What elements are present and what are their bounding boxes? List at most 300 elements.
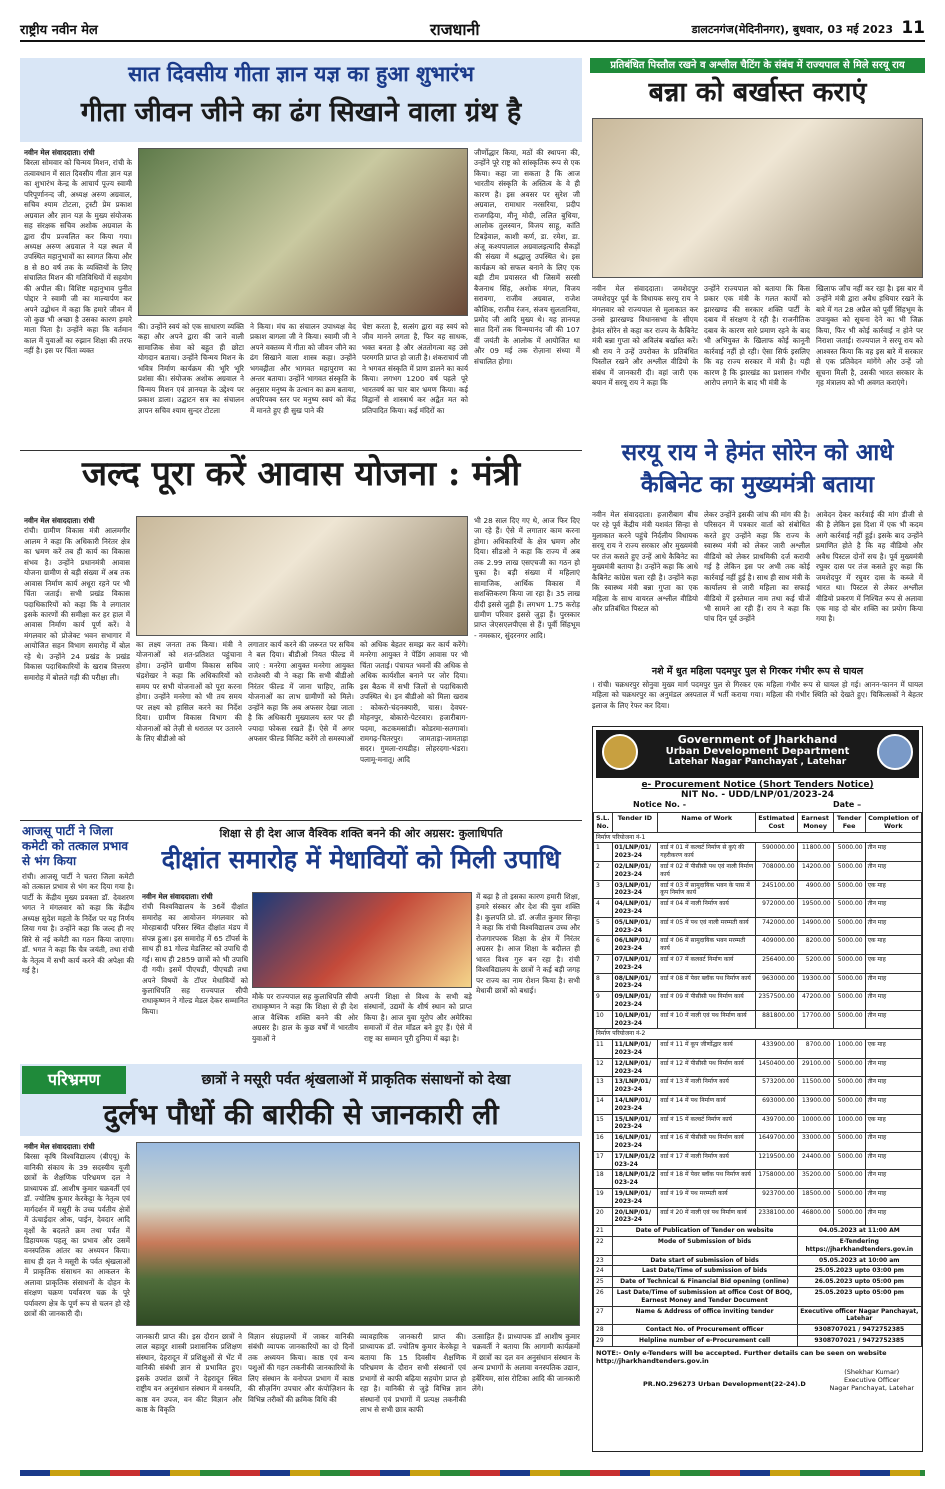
tender-office: Latehar Nagar Panchayat , Latehar [668,757,847,767]
tender-cell: 5000.00 [833,1058,865,1077]
tender-cell: 245100.00 [756,880,797,899]
ajsu-headline: आजसू पार्टी ने जिला कमेटी को तत्काल प्रभाव से भंग किया [22,824,128,868]
awas-headline: जल्द पूरा करें आवास योजना : मंत्री [81,454,521,494]
tender-cell: वार्ड नं 03 में सामुदायिक भवन के पास में कूप निर्माण कार्य [658,880,756,899]
tender-cell: वार्ड नं 18 में पेवर ब्लॉक पथ निर्माण कार्य [658,1170,756,1189]
gita-headline: गीता जीवन जीने का ढंग सिखाने वाला ग्रंथ है [80,97,522,128]
tender-info-value: E-Tendering https://jharkhandtenders.gov.in [797,1236,921,1255]
tender-cell: 5000.00 [833,1170,865,1189]
tender-row [594,1133,922,1152]
tender-cell: 47200.00 [797,992,833,1011]
tender-cell: 2 [594,862,613,881]
tender-cell: 18500.00 [797,1188,833,1207]
tender-cell: 19300.00 [797,973,833,992]
tender-cell: 04/LNP/01/ 2023-24 [612,899,658,918]
tender-cell: वार्ड नं 10 में नाली एवं पथ निर्माण कार्य [658,1010,756,1029]
tender-cell: 693000.00 [756,1095,797,1114]
tender-table [593,812,922,1347]
tender-cell: 10/LNP/01/ 2023-24 [612,1010,658,1029]
tender-cell: तीन माह [865,1133,921,1152]
gita-column-4 [362,322,468,446]
tender-cell: तीन माह [865,1010,921,1029]
tender-cell: 5200.00 [797,955,833,974]
tender-cell: 02/LNP/01/ 2023-24 [612,862,658,881]
tender-cell: तीन माह [865,1095,921,1114]
tender-cell: 5000.00 [833,1010,865,1029]
tender-cell: 13900.00 [797,1095,833,1114]
tender-cell: 5 [594,917,613,936]
tender-col-header: Earnest Money [797,813,833,833]
tender-cell: 17700.00 [797,1010,833,1029]
tender-info-value: 26.05.2023 upto 05:00 pm [797,1277,921,1288]
tender-cell: 256400.00 [756,955,797,974]
awas-column-4 [360,640,468,816]
gita-col5-text: जीर्णोद्धार किया, मठों की स्थापना की, उन्होंने पूरे राष्ट्र को सांस्कृतिक रूप से एक किया। कहा जा सकता है कि आज भारतीय संस्कृति के अस्तित्व के वे ही कारण है। इस अवसर पर सुरेश जी अग्रवाल, रामाधार नरसरिया, प्रदीप राजगढ़िया, मीनू मोदी, ललित बुधिया, आलोक तुलस्यान, विजय साहू, कांति टिबड़ेवाल, काशी कर्ण, डा. रमेश, डा. अंजू कश्यपालाल अग्रवालइत्यादि सैकड़ों की संख्या में श्रद्धालु उपस्थित थे। इस कार्यक्रम को सफल बनाने के लिए एक बड़ी टीम प्रयासरत थी जिसमें सरसी बैजनाथ सिंह, अशोक मंगल, विजय सरावगा, राजीव अग्रवाल, राजेश कौशिक, राजीव रंजन, संजय सुलतानिया, प्रमोद जी आदि मुख्य थे। यह ज्ञानयज्ञ सात दिनों तक चिन्मयानंद जी की 107 वीं जयंती के आलोक में आयोजित था और 09 मई तक रोज़ाना संध्या में संचालित होगा। [474,148,580,366]
tender-cell: 5000.00 [833,1151,865,1170]
diksha-col1-text: रांची विश्वविद्यालय के 36वें दीक्षांत समारोह का आयोजन मंगलवार को मोरहाबादी परिसर स्थित दीक्षांत मंडप में संपन्न हुआ। इस समारोह में 65 टॉपर्स के साथ ही 81 गोल्ड मेडलिस्ट को उपाधि दी गई। साथ ही 2859 छात्रों को भी उपाधि दी गयी। इसमें पीएचडी, पीएचडी तथा अपने विषयों के टॉपर मेधावियों को कुलाधिपति सह राज्यपाल सीपी राधाकृष्णन ने गोल्ड मेडल देकर सम्मानित किया। [142,902,248,1016]
tender-cell: एक माह [865,1114,921,1133]
tender-cell: वार्ड नं 07 में कलवर्ट निर्माण कार्य [658,955,756,974]
masuri-kicker: छात्रों ने मसूरी पर्वत श्रृंखलाओं में प्राकृतिक संसाधनों को देखा [201,1072,511,1088]
tender-info-no: 26 [594,1287,613,1306]
tender-info-row [594,1226,922,1237]
tender-col-header: Estimated Cost [756,813,797,833]
masuri-column-4 [360,1332,466,1454]
awas-photo [136,516,468,636]
tender-cell: 1649700.00 [756,1133,797,1152]
tender-title: e- Procurement Notice (Short Tenders Notice) [641,780,874,790]
tender-cell: 6 [594,936,613,955]
tender-cell: 1 [594,843,613,862]
tender-info-row [594,1236,922,1255]
banna-ribbon: प्रतिबंधित पिस्तौल रखने व अश्लील चैटिंग के संबंध में राज्यपाल से मिले सरयू राय [590,58,925,73]
tender-cell: वार्ड नं 06 में सामुदायिक भवन मरम्मती कार्य [658,936,756,955]
banna-col1-text: नवीन मेल संवाददाता। जमशेदपुर जमशेदपुर पूर्व के विधायक सरयू राय ने मंगलवार को राज्यपाल से मुलाकात कर उनसे झारखण्ड विधानसभा के सीएम हेमंत सोरेन से कहा कर राज्य के कैबिनेट मंत्री बन्ना गुप्ता को अविलंब बर्खास्त करें। श्री राय ने उन्हें उपरोक्त के प्रतिबंधित पिस्तौल रखने और अश्लील वीडियो के संबंध में जानकारी दी। वहां जारी एक बयान में सरयू राय ने कहा कि [592,284,698,387]
tender-cell: वार्ड नं 09 में पीसीसी पथ निर्माण कार्य [658,992,756,1011]
masuri-column-1 [24,1142,130,1454]
awas-col5-text: भी 28 साल दिए गए थे, आज फिर दिए जा रहे हैं। ऐसे में लगातार काम करना होगा। अधिकारियों के क्षेत्र भ्रमण और दिया। सीडओ ने कहा कि राज्य में अब तक 2.99 लाख एसएचजी का गठन हो चुका है। बड़ी संख्या में महिलाएं सामाजिक, आर्थिक विकास में सशक्तिकरण किया जा रहा है। 35 लाख दीदी इससे जुड़ी हैं। लगभग 1.75 करोड़ ग्रामीण परिवार इससे जुड़ा हैं। पुरस्कार प्राप्त जेएसएलपीएस से हैं। पूर्वी सिंहभूम - नमस्कार, सुंदरनगर आदि। [474,516,580,640]
tender-info-row [594,1266,922,1277]
diksha-col3-text: अपनी शिक्षा से विश्व के सभी बड़े संस्थानों, उद्यमों के शीर्ष स्थान को प्राप्त किया है। आज युवा यूरोप और अमेरिका समाजों में रोल मॉडल बने हुए हैं। ऐसे में राष्ट्र का सम्मान पूरी दुनिया में बढ़ा है। [364,992,472,1043]
tender-cell: 5000.00 [833,992,865,1011]
banna-col3-text: खिलाफ जाँच नहीं कर रहा है। इस बार में उन्होंने मंत्री द्वारा अवैध हथियार रखने के बारे में गत 28 अप्रैल को पूर्वी सिंहभूम के उपायुक्त को सूचना देने का भी जिक्र किया, फिर भी कोई कार्रवाई न होने पर निराशा जताई। राज्यपाल ने सरयू राय को आश्वस्त किया कि वह इस बारे में सरकार से एक प्रतिवेदन मांगेंगे और उन्हें जो सूचना मिली है, उसकी भारत सरकार के गृह मंत्रालय को भी अवगत कराएंगे। [816,284,923,387]
awas-column-3 [248,640,354,816]
tender-info-no: 29 [594,1335,613,1346]
tender-cell: 7 [594,955,613,974]
gita-byline: नवीन मेल संवाददाता। रांची [24,148,95,157]
tender-cell: 5000.00 [833,862,865,881]
tender-cell: 15/LNP/01/ 2023-24 [612,1114,658,1133]
masuri-col2-text: जानकारी प्राप्त की। इस दौरान छात्रों ने लाल बहादुर शास्त्री प्रशासनिक प्रशिक्षण संस्थान, देहरादून में प्रशिक्षुओं से भेंट में वानिकी संबंधी ज्ञान से प्रभावित हुए। इसके उपरांत छात्रों ने देहरादून स्थित राष्ट्रीय वन अनुसंधान संस्थान में वनस्पति, काष्ठ वन उपज, वन कीट विज्ञान और काष्ठ के विकृति [136,1332,242,1415]
tender-info-label: Date of Technical & Financial Bid opening (online) [612,1277,797,1288]
diksha-column-3 [364,992,472,1060]
tender-cell: 11 [594,1040,613,1059]
masuri-col1-text: बिरसा कृषि विश्वविद्यालय (बीएयू) के वानिकी संकाय के 39 सदस्यीय यूजी छात्रों के शैक्षणिक परिभ्रमण दल ने प्राध्यापक डॉ. आशीष कुमार चक्रवर्ती एवं डॉ. ज्योतिष कुमार केरकेट्टा के नेतृत्व एवं मार्गदर्शन में मसूरी के उच्च पर्वतीय क्षेत्रों में ऊंचाईदार ओक, पाईन, देवदार आदि वृक्षों के बदलते क्रम तथा पर्वत में डिहायमक पहलू का प्रभाव और उसमें वनस्पतिक आंतर का अध्ययन किया। साथ ही दल ने मसूरी के पर्वत श्रृंखलाओं में प्राकृतिक संसाधन का आकलन के अलावा प्राकृतिक संसाधनों के दोहन के संरक्षण चक्रण पर्यावरण चक्र के पूरे पर्यावरण क्षेत्र के पूर्ण रूप से चलन हो रहे छात्रों की जानकारी दी। [24,1152,130,1318]
diksha-column-2 [252,992,358,1060]
gita-col3-text: ने किया। मंच का संचालन उपाध्यक्ष वेद प्रकाश बागला जी ने किया। स्वामी जी ने अपने वक्तव्य में गीता को जीवन जीने का ढंग सिखाने वाला शास्त्र कहा। उन्होंने भगवद्गीता और भागवत महापुराण का अन्तर बताया। उन्होंने भागवत संस्कृति के अनुसार मनुष्य के उत्थान का क्रम बताया, अपरिपक्व स्तर पर मनुष्य स्वयं को केंद्र में मानते हुए ही सुख पाने की [250,322,356,415]
saryu-col3-text: आवेदन देकर कार्रवाई की मांग डीजी से की है लेकिन इस दिशा में एक भी कदम आगे कार्रवाई नहीं हुई। इसके बाद उन्होंने प्रमाणित होते है कि वह वीडियो और अवैध पिस्टल दोनों सच है। पूर्व मुख्यमंत्री रघुवर दास पर तंज कसते हुए कहा कि जमशेदपुर में रघुवर दास के कब्जे में भारत था। पिस्टल से लेकर अश्लील वीडियो प्रकरण में निश्चित रूप से अलावा एक माह दो बोर शक्ति का प्रयोग किया गया है। [816,510,923,624]
saryu-col1-text: नवीन मेल संवाददाता। हजारीबाग बीच पर रहे पूर्व केंद्रीय मंत्री यशवंत सिन्हा से मुलाकात करने पहुंचे निर्दलीय विधायक सरयू राय ने राज्य सरकार और मुख्यमंत्री पर तंज कसते हुए उन्हें आधे कैबिनेट का मुख्यमंत्री बताया है। उन्होंने कहा कि आधे कैबिनेट कांग्रेस चला रही है। उन्होंने कहा कि स्वास्थ्य मंत्री बन्ना गुप्ता का एक महिला के साथ वायरल अश्लील वीडियो और प्रतिबंधित पिस्टल को [592,510,698,613]
tender-row [594,973,922,992]
tender-row [594,1077,922,1096]
tender-row [594,843,922,862]
tender-cell: 14900.00 [797,917,833,936]
gita-col4-text: चेष्टा करता है, सत्संग द्वारा वह स्वयं को जीव मानने लगता है, फिर वह साधक, भक्त बनता है और अंततोगत्वा वह उसे परमगति प्राप्त हो जाती है। शंकराचार्य जी ने भगवत संस्कृति में प्राण डालने का कार्य किया। लगभग 1200 वर्ष पहले पूरे भारतवर्ष का चार बार भ्रमण किया। कई विद्वानों से शास्त्रार्थ कर अद्वैत मत को प्रतिपादित किया। कई मंदिरों का [362,322,468,415]
tender-col-header: Completion of Work [865,813,921,833]
nagar-panchayat-logo-icon [877,734,913,770]
tender-cell: 5000.00 [833,973,865,992]
masuri-column-3 [248,1332,354,1454]
tender-row [594,1188,922,1207]
diksha-kicker: शिक्षा से ही देश आज वैश्विक शक्ति बनने की ओर अग्रसर: कुलाधिपति [219,827,503,840]
tender-notice-date-row [593,800,922,812]
tender-notice-no: Notice No. - [633,800,687,809]
masuri-col5-text: उत्साहित हैं। प्राध्यापक डॉ आशीष कुमार चक्रवर्ती ने बताया कि आगामी कार्यक्रमों में छात्रों का दल वन अनुसंधान संस्थान के अन्य प्रभागों के अलावा वनस्पतिक उद्यान, हर्बेरियम, सांस रोटिका आदि की जानकारी लेंगे। [472,1332,580,1394]
diksha-photo [252,892,472,988]
tender-cell: 4 [594,899,613,918]
tender-cell: 13 [594,1077,613,1096]
tender-cell: वार्ड नं 01 में कल्वर्ट निर्माण से कुएं की गहरीकरण कार्य [658,843,756,862]
tender-cell: 01/LNP/01/ 2023-24 [612,843,658,862]
tender-cell: 11800.00 [797,843,833,862]
tender-info-row [594,1335,922,1346]
tender-cell: 14 [594,1095,613,1114]
banna-column-3 [816,284,923,434]
gita-column-2 [138,322,244,446]
tender-sign-title2: Nagar Panchayat, Latehar [829,1383,914,1392]
tender-cell: 5000.00 [833,1077,865,1096]
saryu-headline-2: कैबिनेट का मुख्यमंत्री बताया [640,471,875,498]
tender-row [594,899,922,918]
section-title: राजधानी [430,20,480,39]
tender-row [594,862,922,881]
gita-photo [138,148,468,316]
awas-column-5 [474,516,580,816]
tender-cell: तीन माह [865,1058,921,1077]
awas-col4-text: को अधिक बेहतर समझ कर कार्य करेंगे। मनरेगा आयुक्त ने पेंडिंग आवास पर भी चिंता जताई। पंचायत भवनों की अधिक से अधिक कार्यशील बनाने पर जोर दिया। इस बैठक में सभी जिलों से पदाधिकारी उपस्थित थे। इन बीडीओ को मिला खराब : कोकरो-चंदनक्यारी, चास। देवघर-मोहनपुर, बोकारो-पेटरवार। हजारीबाग-पदमा, कटकमसांडी। कोडरमा-सतगावां। रामगढ़-चितरपुर। जामताड़ा-जामताड़ा सदर। गुमला-रायडीह। लोहरदगा-भंडरा। पलामू-मनातू। आदि [360,640,468,764]
tender-cell: 963000.00 [756,973,797,992]
tender-info-value: 9308707021 / 9472752385 [797,1335,921,1346]
tender-sign-title1: Executive Officer [844,1375,900,1384]
tender-header [596,730,919,778]
saryu-column-3 [816,510,923,660]
tender-info-row [594,1287,922,1306]
tender-cell: वार्ड नं 08 में पेवर ब्लॉक पथ निर्माण कार्य [658,973,756,992]
tender-cell: 16 [594,1133,613,1152]
tender-group-label: निर्माण परियोजना नं-2 [594,1029,922,1040]
tender-cell: वार्ड नं 05 में पथ एवं नाली मरम्मती कार्य [658,917,756,936]
tender-cell: 5000.00 [833,936,865,955]
tender-cell: 46800.00 [797,1207,833,1226]
tender-group-label: निर्माण परियोजना नं-1 [594,832,922,843]
tender-row [594,1095,922,1114]
tender-info-no: 22 [594,1236,613,1255]
tender-cell: 11/LNP/01/ 2023-24 [612,1040,658,1059]
tender-cell: 3 [594,880,613,899]
tender-cell: 5000.00 [833,955,865,974]
tender-row [594,880,922,899]
masuri-byline: नवीन मेल संवाददाता। रांची [24,1142,95,1151]
tender-cell: वार्ड नं 15 में कल्वर्ट निर्माण कार्य [658,1114,756,1133]
masuri-column-5 [472,1332,580,1454]
masuri-tag: परिभ्रमण [22,1066,126,1094]
tender-info-row [594,1255,922,1266]
diksha-headline: दीक्षांत समारोह में मेधावियों को मिली उपाधि [161,845,561,874]
saryu-column-1 [592,510,698,660]
banna-col2-text: उन्होंने राज्यपाल को बताया कि किस प्रकार एक मंत्री के गलत कार्यों को झारखण्ड की सरकार शक्ति पार्टी के दबाव में संरक्षण दे रही है। राजनीतिक दबाव के कारण सारे प्रमाण रहने के बाद भी अभियुक्त के खिलाफ कोई कानूनी कार्रवाई नहीं हो रही। ऐसा सिर्फ इसलिए कि वह राज्य सरकार में मंत्री है। यही कारण है कि झारखंड का प्रशासन गंभीर आरोप लगाने के बाद भी मंत्री के [704,284,810,387]
tender-info-row [594,1325,922,1336]
tender-cell: 24400.00 [797,1151,833,1170]
tender-cell: वार्ड नं 12 में पीसीसी पथ निर्माण कार्य [658,1058,756,1077]
tender-row [594,1207,922,1226]
tender-row [594,955,922,974]
awas-column-1 [24,516,130,816]
tender-cell: 1758000.00 [756,1170,797,1189]
diksha-column-1 [142,892,248,1060]
gita-column-3 [250,322,356,446]
tender-cell: 20 [594,1207,613,1226]
paper-logo: राष्ट्रीय नवीन मेल [20,23,98,38]
tender-info-no: 21 [594,1226,613,1237]
tender-cell: एक माह [865,936,921,955]
tender-col-header: Name of Work [658,813,756,833]
tender-info-value: Executive officer Nagar Panchayat, Latehar [797,1306,921,1325]
tender-col-header: Tender Fee [833,813,865,833]
masuri-headline: दुर्लभ पौधों की बारीकी से जानकारी ली [103,1098,499,1131]
tender-cell: तीन माह [865,899,921,918]
tender-cell: 8700.00 [797,1040,833,1059]
gita-column-1 [24,148,132,446]
tender-row [594,1040,922,1059]
tender-row [594,1010,922,1029]
tender-info-value: 25.05.2023 upto 03:00 pm [797,1266,921,1277]
woman-headline: नशे में धुत महिला पदमपुर पुल से गिरकर गंभीर रूप से घायल [651,666,864,677]
tender-cell: 5000.00 [833,1133,865,1152]
tender-info-row [594,1306,922,1325]
ajsu-text-body: रांची। आजसू पार्टी ने चतरा जिला कमेटी को तत्काल प्रभाव से भंग कर दिया गया है। पार्टी के केंद्रीय मुख्य प्रवक्ता डॉ. देवशरण भगत ने मंगलवार को कहा कि केंद्रीय अध्यक्ष सुदेश महतो के निर्देश पर यह निर्णय लिया गया है। उन्होंने कहा कि जल्द ही नए सिरे से नई कमेटी का गठन किया जाएगा। डॉ. भगत ने कहा कि चैत्र जयंती, तथा रांची के नेतृत्व में सभी कार्य करने की अपेक्षा की गई है। [22,872,134,975]
tender-sign-name: (Shekhar Kumar) [844,1367,900,1376]
tender-cell: 18/LNP/01/2 023-24 [612,1170,658,1189]
tender-cell: 5000.00 [833,1188,865,1207]
tender-cell: 881800.00 [756,1010,797,1029]
woman-text [592,680,923,718]
tender-row [594,1170,922,1189]
tender-cell: तीन माह [865,1151,921,1170]
tender-gov: Government of Jharkhand [677,733,838,746]
tender-info-value: 9308707021 / 9472752385 [797,1325,921,1336]
ajsu-text [22,872,134,1058]
tender-cell: 06/LNP/01/ 2023-24 [612,936,658,955]
tender-info-value: 25.05.2023 upto 05:00 pm [797,1287,921,1306]
woman-text-body: । रांची। चक्रधरपुर सोनुवा मुख्य मार्ग पदमपुर पुल से गिरकर एक महिला गंभीर रूप से घायल हो गई। आनन-फानन में घायल महिला को चक्रधरपुर का अनुमंडल अस्पताल में भर्ती कराया गया। महिला की गंभीर स्थिति को देखते हुए। चिकित्सकों ने बेहतर इलाज के लिए रेफर कर दिया। [592,680,923,710]
tender-date-label: Date – [833,800,862,809]
tender-info-label: Contact No. of Procurement officer [612,1325,797,1336]
tender-cell: 29100.00 [797,1058,833,1077]
tender-cell: 5000.00 [833,1207,865,1226]
tender-cell: वार्ड नं 17 में नाली निर्माण कार्य [658,1151,756,1170]
tender-cell: 10000.00 [797,1114,833,1133]
jharkhand-emblem-icon [602,734,638,770]
tender-cell: 17/LNP/01/2 023-24 [612,1151,658,1170]
diksha-column-4 [476,892,580,1060]
awas-column-2 [136,640,242,816]
tender-cell: 708000.00 [756,862,797,881]
banna-column-2 [704,284,810,434]
saryu-col2-text: लेकर उन्होंने इसकी जांच की मांग की है। परिसदन में पत्रकार वार्ता को संबोधित करते हुए उन्होंने कहा कि राज्य के स्वास्थ्य मंत्री को लेकर जारी अश्लील वीडियो को लेकर प्राथमिकी दर्ज करायी गई है लेकिन इस पर अभी तक कोई कार्रवाई नहीं हुई है। साथ ही साथ मंत्री के कार्यालय से जारी महिला का सफाई वीडियो में इस्तेमाल नाम तथा कई चीजें भी सामने आ रही हैं। राय ने कहा कि पांच दिन पूर्व उन्होंने [704,510,810,624]
tender-cell: 433900.00 [756,1040,797,1059]
tender-cell: 15 [594,1114,613,1133]
tender-info-no: 23 [594,1255,613,1266]
tender-cell: 923700.00 [756,1188,797,1207]
diksha-col4-text: में बढ़ा है तो इसका कारण हमारी शिक्षा, हमारे संस्कार और देश की युवा शक्ति है। कुलपति प्रो. डॉ. अजीत कुमार सिन्हा ने कहा कि रांची विश्वविद्यालय उच्च और रोजगारपरक शिक्षा के क्षेत्र में निरंतर अग्रसर है। आज शिक्षा के बदौलत ही भारत विश्व गुरु बन रहा है। रांची विश्वविद्यालय के छात्रों ने कई बड़ी जगह पर राज्य का नाम रोशन किया है। सभी मेधावी छात्रों को बधाई। [476,892,580,995]
tender-info-label: Date of Publication of Tender on website [612,1226,797,1237]
tender-cell: तीन माह [865,917,921,936]
tender-cell: 972000.00 [756,899,797,918]
tender-info-no: 27 [594,1306,613,1325]
tender-cell: 03/LNP/01/ 2023-24 [612,880,658,899]
tender-row [594,917,922,936]
tender-cell: तीन माह [865,973,921,992]
tender-cell: वार्ड नं 20 में नाली एवं पथ निर्माण कार्य [658,1207,756,1226]
tender-cell: 9 [594,992,613,1011]
tender-cell: वार्ड नं 14 में पथ निर्माण कार्य [658,1095,756,1114]
saryu-column-2 [704,510,810,660]
tender-cell: 20/LNP/01/ 2023-24 [612,1207,658,1226]
tender-cell: तीन माह [865,992,921,1011]
tender-row [594,992,922,1011]
page-number: 11 [901,18,925,38]
tender-cell: तीन माह [865,843,921,862]
tender-info-label: Helpline number of e-Procurement cell [612,1335,797,1346]
tender-cell: वार्ड नं 11 में कूप जीर्णोद्धार कार्य [658,1040,756,1059]
tender-info-label: Last Date/Time of submission of bids [612,1266,797,1277]
tender-cell: 19 [594,1188,613,1207]
tender-cell: 05/LNP/01/ 2023-24 [612,917,658,936]
place-date: डालटनगंज(मेदिनीनगर), बुधवार, 03 मई 2023 [691,23,893,36]
tender-cell: 13/LNP/01/ 2023-24 [612,1077,658,1096]
gita-kicker: सात दिवसीय गीता ज्ञान यज्ञ का हुआ शुभारंभ [128,61,474,86]
tender-info-no: 24 [594,1266,613,1277]
masuri-column-2 [136,1332,242,1454]
masuri-col4-text: व्यावहारिक जानकारी प्राप्त की। प्राध्यापक डॉ. ज्योतिष कुमार केरकेट्टा ने बताया कि 15 दिवसीय शैक्षणिक परिभ्रमण के दौरान सभी संस्थानों एवं प्रभागों से काफी बढ़िया सहयोग प्राप्त हो रहा है। वानिकी से जुड़े विभिन्न ज्ञान संस्थानों एवं प्रभागों में प्रत्यक्ष तकनीकी लाभ से सभी छात्र काफी [360,1332,466,1415]
tender-row [594,1058,922,1077]
tender-cell: 590000.00 [756,843,797,862]
divider [20,450,582,451]
tender-cell: 2357500.00 [756,992,797,1011]
tender-row [594,1114,922,1133]
tender-cell: तीन माह [865,1170,921,1189]
tender-cell: 573200.00 [756,1077,797,1096]
tender-cell: 16/LNP/01/ 2023-24 [612,1133,658,1152]
tender-cell: 14/LNP/01/ 2023-24 [612,1095,658,1114]
tender-cell: 742000.00 [756,917,797,936]
tender-cell: एक माह [865,955,921,974]
tender-cell: 19500.00 [797,899,833,918]
tender-col-header: Tender ID [612,813,658,833]
diksha-col2-text: मौके पर राज्यपाल सह कुलाधिपति सीपी राधाकृष्णन ने कहा कि शिक्षा से ही देश आज वैश्विक शक्ति बनने की ओर अग्रसर है। हाल के कुछ वर्षों में भारतीय युवाओं ने [252,992,358,1043]
banna-column-1 [592,284,698,434]
divider [20,820,582,821]
tender-cell: 18 [594,1170,613,1189]
tender-info-label: Name & Address of office inviting tender [612,1306,797,1325]
tender-cell: 1000.00 [833,1114,865,1133]
tender-cell: 1000.00 [833,1040,865,1059]
color-footer-bar [20,1470,925,1476]
tender-cell: 5000.00 [833,880,865,899]
tender-cell: वार्ड नं 04 में नाली निर्माण कार्य [658,899,756,918]
tender-cell: 07/LNP/01/ 2023-24 [612,955,658,974]
tender-cell: एक माह [865,880,921,899]
tender-info-no: 28 [594,1325,613,1336]
tender-info-value: 05.05.2023 at 10:00 am [797,1255,921,1266]
tender-cell: 409000.00 [756,936,797,955]
tender-cell: 17 [594,1151,613,1170]
tender-cell: 5000.00 [833,843,865,862]
tender-cell: 1450400.00 [756,1058,797,1077]
tender-cell: 08/LNP/01/ 2023-24 [612,973,658,992]
tender-cell: 5000.00 [833,899,865,918]
banna-photo [592,118,923,278]
tender-sign [593,1368,922,1392]
tender-notice [592,726,923,1452]
tender-cell: 12 [594,1058,613,1077]
tender-cell: 12/LNP/01/ 2023-24 [612,1058,658,1077]
tender-info-label: Date start of submission of bids [612,1255,797,1266]
gita-column-5 [474,148,580,446]
tender-cell: 19/LNP/01/ 2023-24 [612,1188,658,1207]
tender-cell: तीन माह [865,1077,921,1096]
tender-col-header: S.L. No. [594,813,613,833]
tender-cell: 35200.00 [797,1170,833,1189]
tender-info-row [594,1277,922,1288]
tender-cell: तीन माह [865,1207,921,1226]
awas-col1-text: रांची। ग्रामीण विकास मंत्री आलमगीर आलम ने कहा कि अधिकारी निरंतर क्षेत्र का भ्रमण करें तब ही कार्य का विकास संभव है। उन्होंने प्रधानमंत्री आवास योजना ग्रामीण से बड़ी संख्या में अब तक आवास निर्माण कार्य अधूरा रहने पर भी चिंता जताई। सभी प्रखंड विकास पदाधिकारियों को कहा कि वे लगातार इसके कारणों की समीक्षा कर हर हाल में आवास निर्माण कार्य पूर्ण करें। वे मंगलवार को प्रोजेक्ट भवन सभागार में आयोजित सहन विभाग समारोह में बोल रहे थे। उन्होंने 24 प्रखंड के प्रखंड विकास पदाधिकारियों के खराब वित्तरण समारोह में बोलते गड़ी की परीक्षा ली। [24,526,130,682]
tender-cell: 1219500.00 [756,1151,797,1170]
tender-cell: 4900.00 [797,880,833,899]
tender-row [594,1151,922,1170]
saryu-headline-1: सरयू राय ने हेमंत सोरेन को आधे [621,439,894,466]
awas-col3-text: लगातार कार्य करने की जरूरत पर सचिव ने बल दिया। बीडीओ नियत फील्ड में जाएं : मनरेगा आयुक्त मनरेगा आयुक्त राजेश्वरी बी ने कहा कि सभी बीडीओ निरंतर फील्ड में जाना चाहिए, ताकि योजनाओं का लाभ ग्रामीणों को मिले। उन्होंने कहा कि अब अफसर देखा जाता है कि अधिकारी मुख्यालय स्तर पर ही ज्यादा फोकस रखते हैं। ऐसे में अगर अफसर फील्ड विजिट करेंगे तो समस्याओं [248,640,354,743]
tender-cell: 8200.00 [797,936,833,955]
tender-cell: तीन माह [865,1188,921,1207]
tender-cell: 5000.00 [833,917,865,936]
tender-cell: 11500.00 [797,1077,833,1096]
masuri-group-photo [136,1142,580,1326]
diksha-byline: नवीन मेल संवाददाता। रांची [142,892,213,901]
gita-col2-text: की। उन्होंने स्वयं को एक साधारण व्यक्ति कहा और अपने द्वारा की जाने वाली सामाजिक सेवा को बहुत ही छोटा योगदान बताया। उन्होंने चिन्मय मिशन के भवित्र निर्माण कार्यक्रम की भूरि भूरि प्रशंसा की। संयोजक अशोक अग्रवाल ने चिन्मय मिशन एवं ज्ञानयज्ञ के उद्देश्य पर प्रकाश डाला। उद्घाटन सत्र का संचालन ज्ञापन सचिव श्याम सुन्दर टोटला [138,322,244,415]
tender-cell: वार्ड नं 13 में नाली निर्माण कार्य [658,1077,756,1096]
tender-row [594,936,922,955]
tender-cell: वार्ड नं 19 में पथ मरम्मती कार्य [658,1188,756,1207]
tender-cell: वार्ड नं 16 में पीसीसी पथ निर्माण कार्य [658,1133,756,1152]
tender-dept: Urban Development Department [665,746,850,757]
masthead [20,18,925,42]
tender-info-value: 04.05.2023 at 11:00 AM [797,1226,921,1237]
tender-cell: एक माह [865,1040,921,1059]
tender-cell: वार्ड नं 02 में पीसीसी पथ एवं नाली निर्माण कार्य [658,862,756,881]
tender-info-label: Last Date/Time of submission at office Cost Of BOQ, Earnest Money and Tender Document [612,1287,797,1306]
tender-cell: 10 [594,1010,613,1029]
tender-nit: NIT No. - UDD/LNP/01/2023-24 [680,790,835,800]
tender-pr-no: PR.NO.296273 Urban Development(22-24).D [643,1379,806,1388]
tender-cell: 5000.00 [833,1095,865,1114]
tender-cell: 8 [594,973,613,992]
tender-info-no: 25 [594,1277,613,1288]
tender-cell: 09/LNP/01/ 2023-24 [612,992,658,1011]
tender-cell: 2338100.00 [756,1207,797,1226]
banna-headline: बन्ना को बर्खास्त कराएं [648,77,867,108]
tender-info-label: Mode of Submission of bids [612,1236,797,1255]
